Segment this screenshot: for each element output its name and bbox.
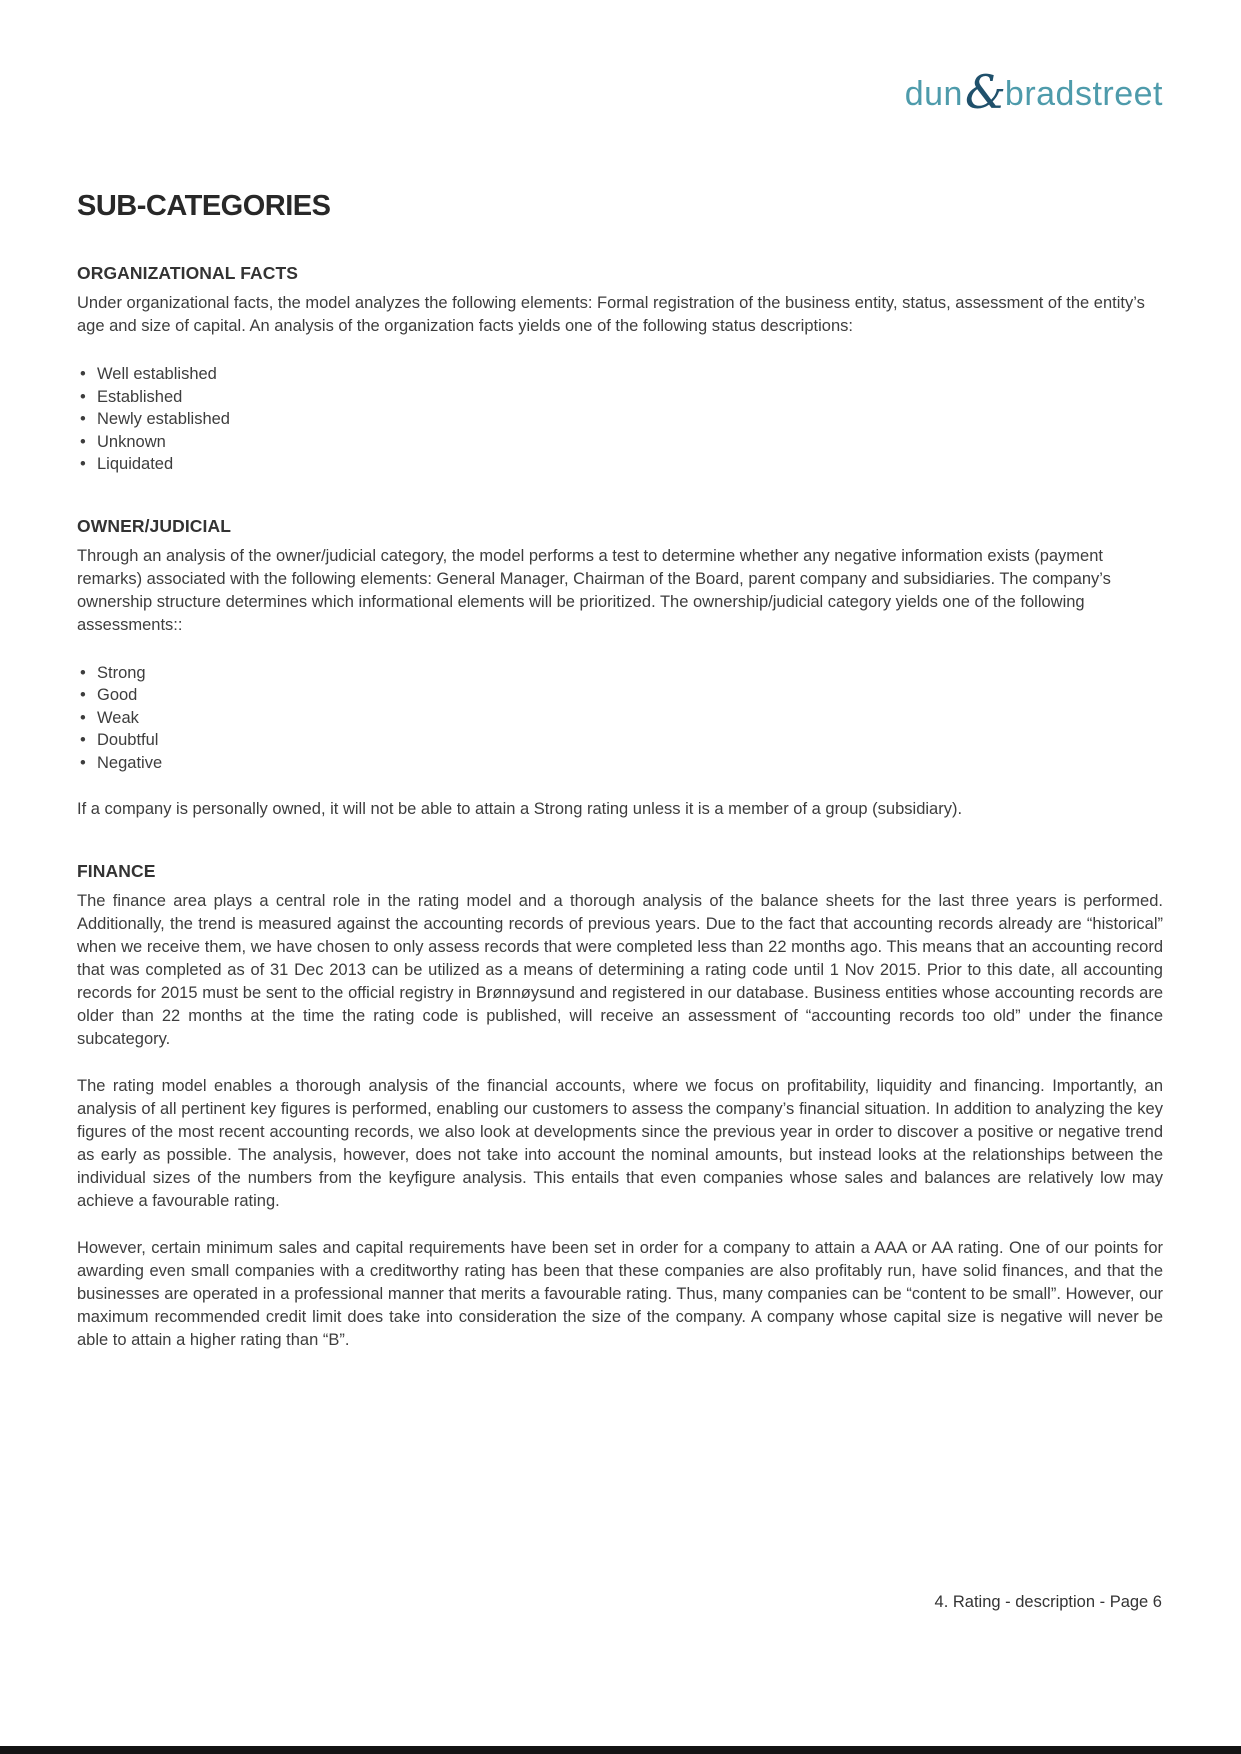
finance-paragraph: The finance area plays a central role in the rating model and a thorough analysis of the balance sheets for the last three years is performed. Additionally, the trend is measured against the accounting records of previous years. Due to the fact that accounting records already are “historical” when we receive them, we have chosen to only assess records that were completed less than 22 months ago. This means that an accounting record that was completed as of 31 Dec 2013 can be utilized as a means of determining a rating code until 1 Nov 2015. Prior to this date, all accounting records for 2015 must be sent to the official registry in Brønnøysund and registered in our database. Business entities whose accounting records are older than 22 months at the time the rating code is published, will receive an assessment of “accounting records too old” under the finance subcategory. <box>77 892 1163 1048</box>
list-item: • Doubtful <box>77 729 1163 752</box>
owner-judicial-list <box>77 662 1163 775</box>
organizational-facts-list <box>77 363 1163 476</box>
organizational-facts-intro: Under organizational facts, the model analyzes the following elements: Formal registration of the business entity, status, assessment of the entity’s age and size of capital. An analysis of the organization facts yields one of the following status descriptions: <box>77 294 1145 335</box>
page-title: SUB-CATEGORIES <box>77 190 331 222</box>
section-heading-owner-judicial: OWNER/JUDICIAL <box>77 515 232 536</box>
section-heading-finance: FINANCE <box>77 861 156 881</box>
owner-judicial-note: If a company is personally owned, it will not be able to attain a Strong rating unless it is a member of a group (subsidiary). <box>77 800 963 818</box>
logo-word-bradstreet: bradstreet <box>1004 75 1163 113</box>
finance-paragraph: However, certain minimum sales and capital requirements have been set in order for a company to attain a AAA or AA rating. One of our points for awarding even small companies with a creditworthy rating has been that these companies are also profitably run, have solid finances, and that the businesses are operated in a professional manner that merits a favourable rating. Thus, many companies can be “content to be small”. However, our maximum recommended credit limit does take into consideration the size of the company. A company whose capital size is negative will never be able to attain a higher rating than “B”. <box>77 1239 1163 1349</box>
list-item: • Good <box>77 684 1163 707</box>
page-footer: 4. Rating - description - Page 6 <box>934 1593 1162 1611</box>
logo-ampersand-icon: & <box>964 65 1006 119</box>
list-item: • Unknown <box>77 431 1163 454</box>
list-item: • Well established <box>77 363 1163 386</box>
section-heading-organizational-facts: ORGANIZATIONAL FACTS <box>77 263 299 283</box>
list-item: • Negative <box>77 752 1163 775</box>
list-item: • Newly established <box>77 408 1163 431</box>
dun-bradstreet-logo <box>904 65 1163 119</box>
list-item: • Weak <box>77 707 1163 730</box>
list-item: • Strong <box>77 662 1163 685</box>
list-item: • Liquidated <box>77 453 1163 476</box>
finance-paragraph: The rating model enables a thorough analysis of the financial accounts, where we focus on profitability, liquidity and financing. Importantly, an analysis of all pertinent key figures is performed, enabling our customers to assess the company’s financial situation. In addition to analyzing the key figures of the most recent accounting records, we also look at developments since the previous year in order to discover a positive or negative trend as early as possible. The analysis, however, does not take into account the nominal amounts, but instead looks at the relationships between the individual sizes of the numbers from the keyfigure analysis. This entails that even companies whose sales and balances are relatively low may achieve a favourable rating. <box>77 1077 1163 1210</box>
logo-word-dun: dun <box>904 75 963 113</box>
page-bottom-edge <box>0 1746 1241 1754</box>
header <box>77 66 1163 118</box>
owner-judicial-intro: Through an analysis of the owner/judicial category, the model performs a test to determine whether any negative information exists (payment remarks) associated with the following elements: General Manager, Chairman of the Board, parent company and subsidiaries. The company’s ownership structure determines which informational elements will be prioritized. The ownership/judicial category yields one of the following assessments:: <box>77 546 1111 634</box>
list-item: • Established <box>77 386 1163 409</box>
